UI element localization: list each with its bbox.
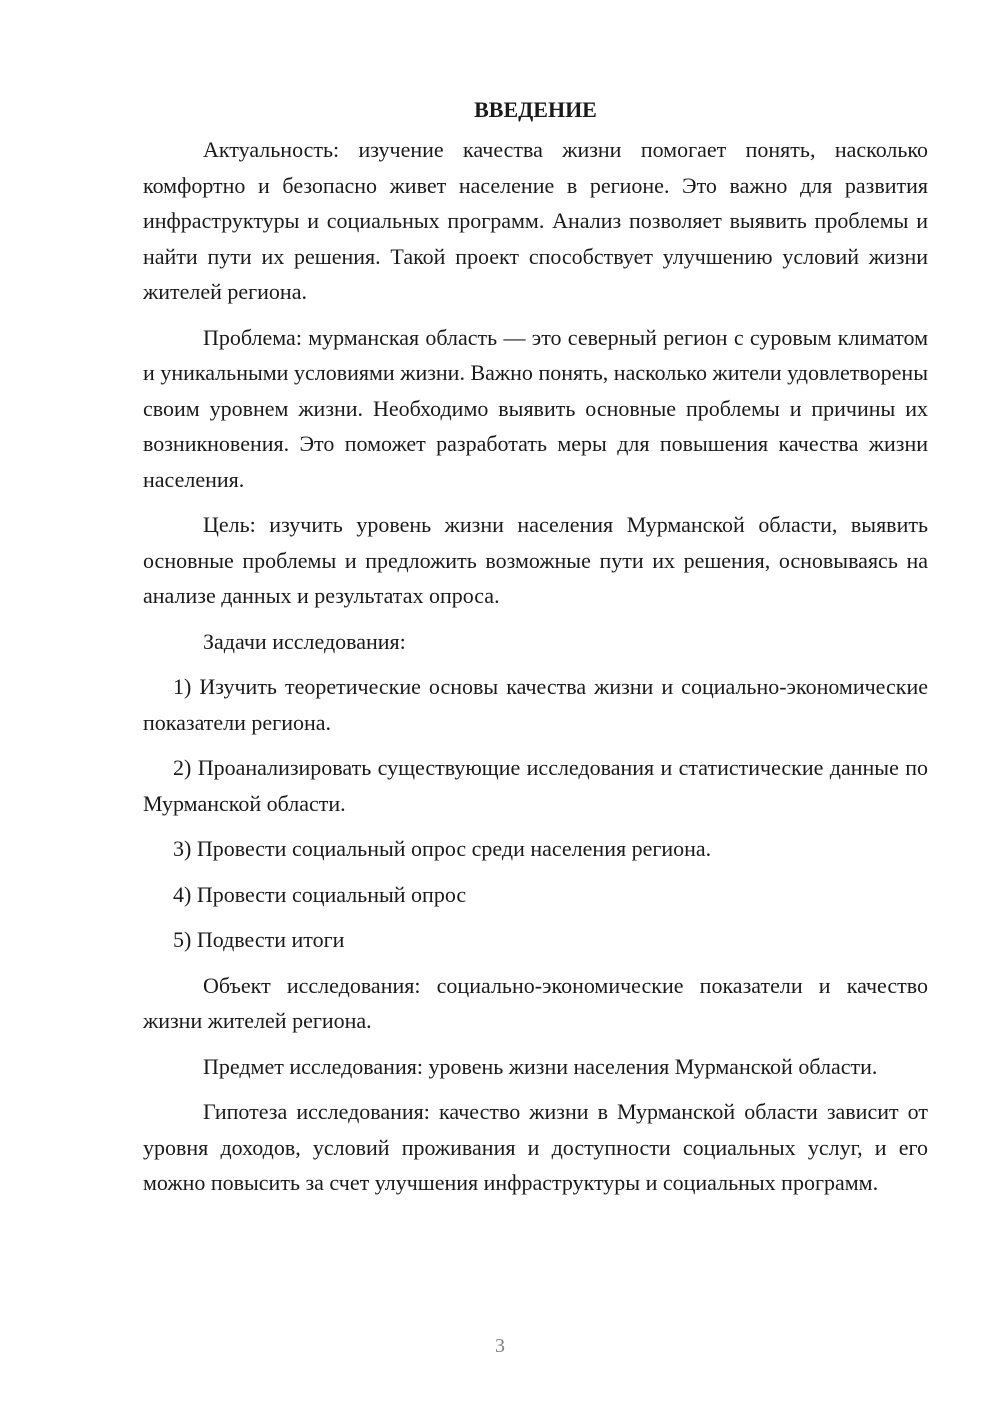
- task-item-4: 4) Провести социальный опрос: [173, 881, 467, 907]
- page-title: ВВЕДЕНИЕ: [474, 97, 597, 122]
- paragraph-goal: Цель: изучить уровень жизни населения Мурманской области, выявить основные проблемы и предложить возможные пути их решения, основываясь на анализе данных и результатах опроса.: [143, 512, 928, 608]
- paragraph-subject: Предмет исследования: уровень жизни населения Мурманской области.: [203, 1053, 878, 1079]
- paragraph-actuality: Актуальность: изучение качества жизни помогает понять, насколько комфортно и безопасно живет население в регионе. Это важно для развития инфраструктуры и социальных программ. Анализ позволяет выявить проблемы и найти пути их решения. Такой проект способствует улучшению условий жизни жителей региона.: [143, 137, 928, 304]
- paragraph-problem: Проблема: мурманская область — это северный регион с суровым климатом и уникальными условиями жизни. Важно понять, насколько жители удовлетворены своим уровнем жизни. Необходимо выявить основные проблемы и причины их возникновения. Это поможет разработать меры для повышения качества жизни населения.: [143, 324, 928, 492]
- document-page: [143, 92, 928, 1201]
- tasks-title: Задачи исследования:: [203, 628, 406, 654]
- paragraph-object: Объект исследования: социально-экономические показатели и качество жизни жителей региона.: [143, 972, 928, 1033]
- page-number: 3: [495, 1335, 505, 1357]
- task-item-1: 1) Изучить теоретические основы качества жизни и социально-экономические показатели региона.: [143, 674, 928, 735]
- task-item-5: 5) Подвести итоги: [173, 927, 345, 952]
- task-item-2: 2) Проанализировать существующие исследования и статистические данные по Мурманской области.: [143, 755, 928, 816]
- paragraph-hypothesis: Гипотеза исследования: качество жизни в Мурманской области зависит от уровня доходов, условий проживания и доступности социальных услуг, и его можно повысить за счет улучшения инфраструктуры и социальных программ.: [143, 1099, 928, 1195]
- task-item-3: 3) Провести социальный опрос среди населения региона.: [173, 836, 712, 861]
